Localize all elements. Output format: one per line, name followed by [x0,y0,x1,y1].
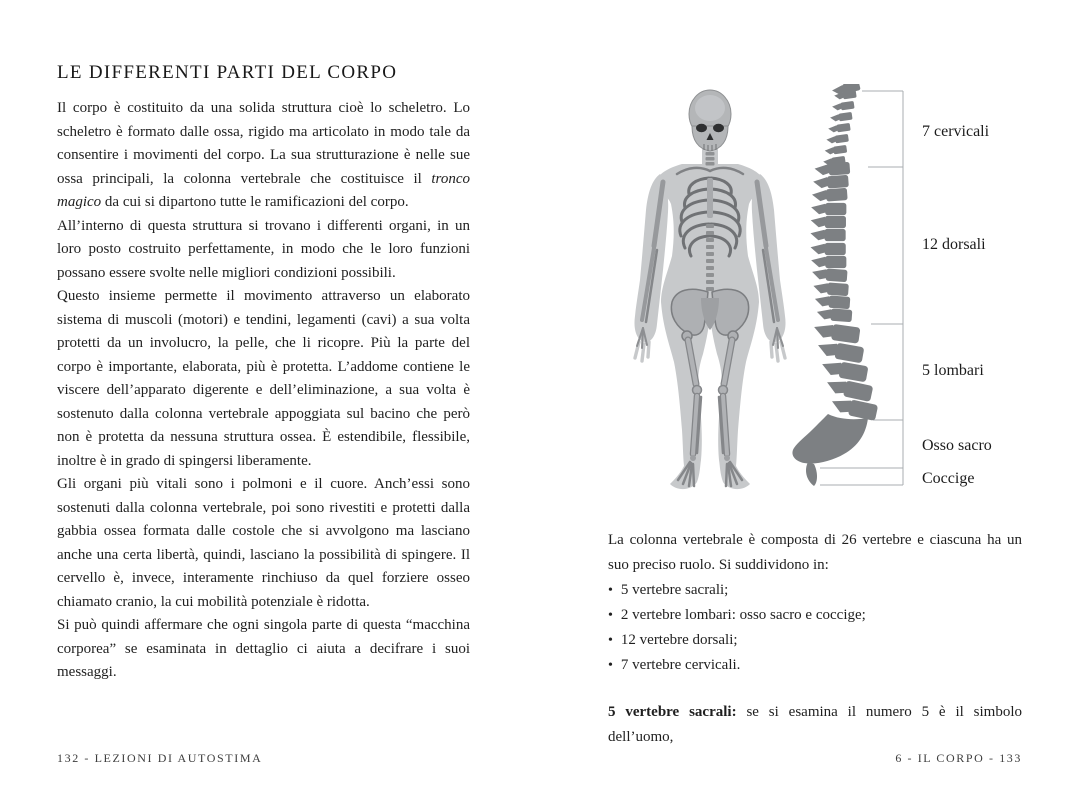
human-skeleton-illustration [630,84,790,504]
list-item [608,653,1022,678]
right-page [608,528,1022,750]
body-paragraph: All’interno di questa struttura si trovano i differenti organi, in un loro posto costruito perfettamente, in modo che le loro funzioni possano essere svolte nelle migliori condizioni possibili. [57,217,470,281]
list-item-text: 12 vertebre dorsali; [620,632,738,648]
paragraph-text: Il corpo è costituito da una solida struttura cioè lo scheletro. Lo scheletro è formato dalle ossa, rigido ma articolato in modo tale da consentire i movimenti del corpo. La sua strutturazione è nelle sue ossa principali, la colonna vertebrale che costituisce il [57,100,470,187]
italic-phrase: tronco magico [57,170,470,210]
lead-text: se si esamina il numero 5 è il simbolo dell’uomo, [608,704,1022,745]
anatomy-figure [630,84,1032,510]
vertebrae-list [608,578,1022,678]
list-item [608,628,1022,653]
body-paragraph: Gli organi più vitali sono i polmoni e il cuore. Anch’essi sono sostenuti dalla colonna vertebrale, poi sono rivestiti e protetti dalla gabbia ossea formata dalle costole che si avvolgono ma lasciano anche una certa libertà, quindi, lasciano la possibilità di spingere. Il cervello è, invece, interamente rinchiuso da quel forziere osseo chiamato cranio, la cui mobilità potenziale è ridotta. [57,476,470,610]
list-item-text: 2 vertebre lombari: osso sacro e coccige; [620,607,866,623]
body-paragraph: Si può quindi affermare che ogni singola parte di questa “macchina corporea” se esaminata in dettaglio ci aiuta a decifrare i suoi messaggi. [57,617,470,680]
page-title: LE DIFFERENTI PARTI DEL CORPO [57,62,398,83]
lead-bold: 5 vertebre sacrali: [608,704,737,720]
spine-label-dorsali: 12 dorsali [922,236,986,253]
paragraph-text: da cui si dipartono tutte le ramificazioni del corpo. [101,194,409,210]
list-item-text: 5 vertebre sacrali; [620,582,729,598]
bullet-icon: • [608,608,613,623]
spine-lateral-illustration [788,84,908,504]
skull-icon [689,90,731,151]
bullet-icon: • [608,658,613,673]
lead-paragraph [608,700,1022,750]
spine-label-cervicali: 7 cervicali [922,123,990,140]
footer-left: 132 - LEZIONI DI AUTOSTIMA [57,751,263,765]
spine-label-coccige: Coccige [922,470,975,487]
bullet-icon: • [608,583,613,598]
spine-label-lombari: 5 lombari [922,362,984,379]
body-paragraph [57,97,470,215]
intro-paragraph: La colonna vertebrale è composta di 26 vertebre e ciascuna ha un suo preciso ruolo. Si suddividono in: [608,532,1022,573]
body-text [57,97,470,685]
footer-right: 6 - IL CORPO - 133 [895,751,1022,765]
spine-label-osso-sacro: Osso sacro [922,437,992,454]
list-item [608,578,1022,603]
left-page [57,62,470,685]
list-item-text: 7 vertebre cervicali. [620,657,741,673]
body-paragraph: Questo insieme permette il movimento attraverso un elaborato sistema di muscoli (motori) e tendini, legamenti (cavi) a sua volta protetti da un involucro, la pelle, che li ricopre. Più la parte del corpo è importante, elaborata, più è protetta. L’addome contiene le viscere dell’apparato digerente e dell’eliminazione, a sua volta è sostenuto dalla colonna vertebrale appoggiata sul bacino che però non è protetta da nessuna struttura ossea. È estendibile, flessibile, inoltre è in grado di spingersi liberamente. [57,288,470,469]
bullet-icon: • [608,633,613,648]
list-item [608,603,1022,628]
